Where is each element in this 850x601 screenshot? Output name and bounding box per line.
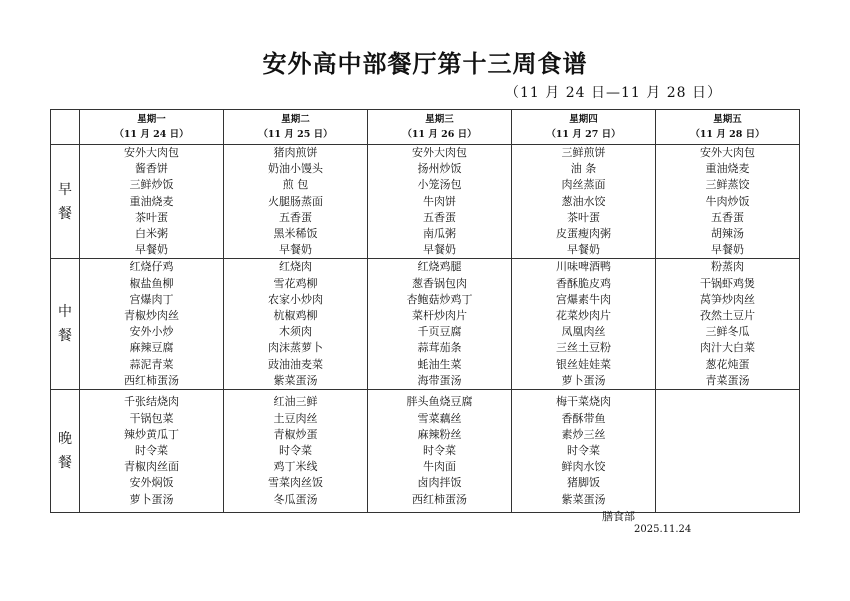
dish-item: 麻辣豆腐: [129, 341, 174, 355]
dish-item: 麻辣粉丝: [417, 427, 462, 441]
dish-item: 时令菜: [567, 443, 600, 457]
day-header-tue: [224, 110, 368, 145]
menu-table: [50, 109, 800, 513]
dish-item: 农家小炒肉: [268, 292, 323, 306]
dish-item: 梅干菜烧肉: [556, 395, 611, 409]
dish-item: 辣炒黄瓜丁: [124, 427, 179, 441]
dish-item: 葱油水饺: [561, 194, 606, 208]
dish-item: 三鲜炒饭: [129, 178, 174, 192]
dish-item: 土豆肉丝: [273, 411, 318, 425]
dish-cell: [368, 145, 512, 259]
meal-label: [51, 145, 80, 259]
dish-item: 冬瓜蛋汤: [273, 492, 318, 506]
dish-item: 千页豆腐: [417, 325, 462, 339]
day-date-label: （11 月 27 日）: [546, 129, 621, 140]
dish-item: 早餐奶: [711, 243, 744, 257]
date-range: （11 月 24 日—11 月 28 日）: [505, 85, 722, 101]
dish-item: 西红柿蛋汤: [124, 373, 179, 387]
dish-item: 白米粥: [135, 227, 168, 241]
weekday-label: 星期二: [281, 114, 310, 125]
dish-item: 紫菜蛋汤: [273, 373, 318, 387]
dish-item: 五香蛋: [711, 210, 744, 224]
dish-cell: [656, 259, 800, 390]
dish-item: 菜杆炒肉片: [412, 309, 467, 323]
weekday-label: 星期一: [137, 114, 166, 125]
meal-label-char: 餐: [58, 205, 72, 222]
dish-item: 肉沫蒸萝卜: [268, 341, 323, 355]
dish-item: 肉丝蒸面: [561, 178, 606, 192]
dish-cell: [512, 259, 656, 390]
dish-cell: [656, 145, 800, 259]
dish-item: 胖头鱼烧豆腐: [406, 395, 473, 409]
dish-item: 时令菜: [135, 443, 168, 457]
dinner-row: [51, 390, 800, 513]
meal-label-char: 餐: [58, 328, 72, 345]
dish-item: 海带蛋汤: [417, 373, 462, 387]
dish-item: 五香蛋: [279, 210, 312, 224]
dish-item: 牛肉炒饭: [705, 194, 750, 208]
day-header-thu: [512, 110, 656, 145]
lunch-row: [51, 259, 800, 390]
dish-item: 素炒三丝: [561, 427, 606, 441]
dish-cell: [368, 259, 512, 390]
dish-item: 蒜泥青菜: [129, 357, 174, 371]
dish-item: 黑米稀饭: [273, 227, 318, 241]
dish-item: 蒜茸茄条: [417, 341, 462, 355]
dish-item: 茶叶蛋: [135, 210, 168, 224]
dish-item: 重油烧麦: [129, 194, 174, 208]
dish-item: 雪菜肉丝饭: [268, 476, 323, 490]
dish-item: 香酥带鱼: [561, 411, 606, 425]
dish-item: 干锅包菜: [129, 411, 174, 425]
dish-item: 青椒炒肉丝: [124, 309, 179, 323]
dish-item: 时令菜: [279, 443, 312, 457]
dish-item: 雪花鸡柳: [273, 276, 318, 290]
meal-label-char: 早: [58, 181, 72, 198]
day-date-label: （11 月 28 日）: [690, 129, 765, 140]
dish-cell: [224, 259, 368, 390]
dish-cell: [656, 390, 800, 513]
dish-cell: [368, 390, 512, 513]
dish-item: 川味啤酒鸭: [556, 260, 611, 274]
day-date-label: （11 月 25 日）: [258, 129, 333, 140]
meal-label: [51, 390, 80, 513]
dish-item: 银丝娃娃菜: [556, 357, 611, 371]
dish-item: 三丝土豆粉: [556, 341, 611, 355]
dish-item: 红烧鸡腿: [417, 260, 462, 274]
dish-item: 酱香饼: [135, 162, 168, 176]
dish-item: 火腿肠蒸面: [268, 194, 323, 208]
corner-cell: [51, 110, 80, 145]
dish-item: 五香蛋: [423, 210, 456, 224]
dish-item: 葱香锅包肉: [412, 276, 467, 290]
dish-item: 杏鲍菇炒鸡丁: [406, 292, 473, 306]
dish-item: 豉油油麦菜: [268, 357, 323, 371]
dish-item: 安外大肉包: [124, 146, 179, 159]
dish-item: 三鲜煎饼: [561, 146, 606, 159]
signature-date: 2025.11.24: [634, 524, 692, 535]
dish-item: 紫菜蛋汤: [561, 492, 606, 506]
dish-item: 木须肉: [279, 325, 312, 339]
dish-item: 早餐奶: [279, 243, 312, 257]
meal-label: [51, 259, 80, 390]
weekday-label: 星期四: [569, 114, 598, 125]
dish-cell: [512, 390, 656, 513]
dish-item: 杭椒鸡柳: [273, 309, 318, 323]
dish-item: 安外小炒: [129, 325, 174, 339]
dish-item: 西红柿蛋汤: [412, 492, 467, 506]
dish-item: 千张结烧肉: [124, 395, 179, 409]
dish-cell: [224, 145, 368, 259]
dish-item: 花菜炒肉片: [556, 309, 611, 323]
dish-item: 安外大肉包: [412, 146, 467, 159]
dish-item: 凤凰肉丝: [561, 325, 606, 339]
day-date-label: （11 月 26 日）: [402, 129, 477, 140]
dish-item: 猪脚饭: [567, 476, 600, 490]
dish-item: 粉蒸肉: [711, 260, 744, 274]
dish-item: 椒盐鱼柳: [129, 276, 174, 290]
dish-item: 葱花炖蛋: [705, 357, 750, 371]
dish-item: 猪肉煎饼: [273, 146, 318, 159]
dish-item: 青椒肉丝面: [124, 460, 179, 474]
dish-item: 牛肉面: [423, 460, 456, 474]
dish-item: 油 条: [570, 162, 597, 176]
weekday-label: 星期五: [713, 114, 742, 125]
dish-item: 牛肉饼: [423, 194, 456, 208]
dish-item: 重油烧麦: [705, 162, 750, 176]
dish-cell: [80, 145, 224, 259]
day-header-mon: [80, 110, 224, 145]
dish-item: 奶油小馒头: [268, 162, 323, 176]
dish-item: 安外焖饭: [129, 476, 174, 490]
weekday-label: 星期三: [425, 114, 454, 125]
meal-label-char: 餐: [58, 455, 72, 472]
dish-item: 胡辣汤: [711, 227, 744, 241]
day-header-fri: [656, 110, 800, 145]
dish-item: 萝卜蛋汤: [129, 492, 174, 506]
header-row: [51, 110, 800, 145]
dish-item: 青菜蛋汤: [705, 373, 750, 387]
page-title: 安外高中部餐厅第十三周食谱: [262, 50, 588, 78]
day-header-wed: [368, 110, 512, 145]
dish-item: 早餐奶: [135, 243, 168, 257]
dish-item: 萝卜蛋汤: [561, 373, 606, 387]
meal-label-char: 晚: [58, 431, 72, 448]
dish-item: 鲜肉水饺: [561, 460, 606, 474]
dish-item: 茶叶蛋: [567, 210, 600, 224]
dish-cell: [512, 145, 656, 259]
breakfast-row: [51, 145, 800, 259]
dish-item: 干锅虾鸡煲: [700, 276, 755, 290]
dish-item: 早餐奶: [567, 243, 600, 257]
dish-item: 卤肉拌饭: [417, 476, 462, 490]
dish-item: 时令菜: [423, 443, 456, 457]
dish-item: 早餐奶: [423, 243, 456, 257]
dish-cell: [80, 390, 224, 513]
dish-cell: [224, 390, 368, 513]
dish-cell: [80, 259, 224, 390]
dish-item: 皮蛋瘦肉粥: [556, 227, 611, 241]
dish-item: 红烧仔鸡: [129, 260, 174, 274]
dish-item: 安外大肉包: [700, 146, 755, 159]
department-signature: 膳食部: [602, 510, 635, 523]
dish-item: 香酥脆皮鸡: [556, 276, 611, 290]
dish-item: 孜然土豆片: [700, 309, 755, 323]
dish-item: 宫爆素牛肉: [556, 292, 611, 306]
dish-item: 三鲜冬瓜: [705, 325, 750, 339]
meal-label-char: 中: [58, 304, 72, 321]
dish-item: 鸡丁米线: [273, 460, 318, 474]
dish-item: 青椒炒蛋: [273, 427, 318, 441]
menu-body: [51, 145, 800, 513]
dish-item: 肉汁大白菜: [700, 341, 755, 355]
dish-item: 红烧肉: [279, 260, 312, 274]
dish-item: 扬州炒饭: [417, 162, 462, 176]
dish-item: 蚝油生菜: [417, 357, 462, 371]
dish-item: 南瓜粥: [423, 227, 456, 241]
dish-item: 煎 包: [282, 178, 309, 192]
dish-item: 三鲜蒸饺: [705, 178, 750, 192]
day-date-label: （11 月 24 日）: [114, 129, 189, 140]
dish-item: 雪菜藕丝: [417, 411, 462, 425]
dish-item: 小笼汤包: [417, 178, 462, 192]
dish-item: 宫爆肉丁: [129, 292, 174, 306]
dish-item: 红油三鲜: [273, 395, 318, 409]
dish-item: 莴笋炒肉丝: [700, 292, 755, 306]
